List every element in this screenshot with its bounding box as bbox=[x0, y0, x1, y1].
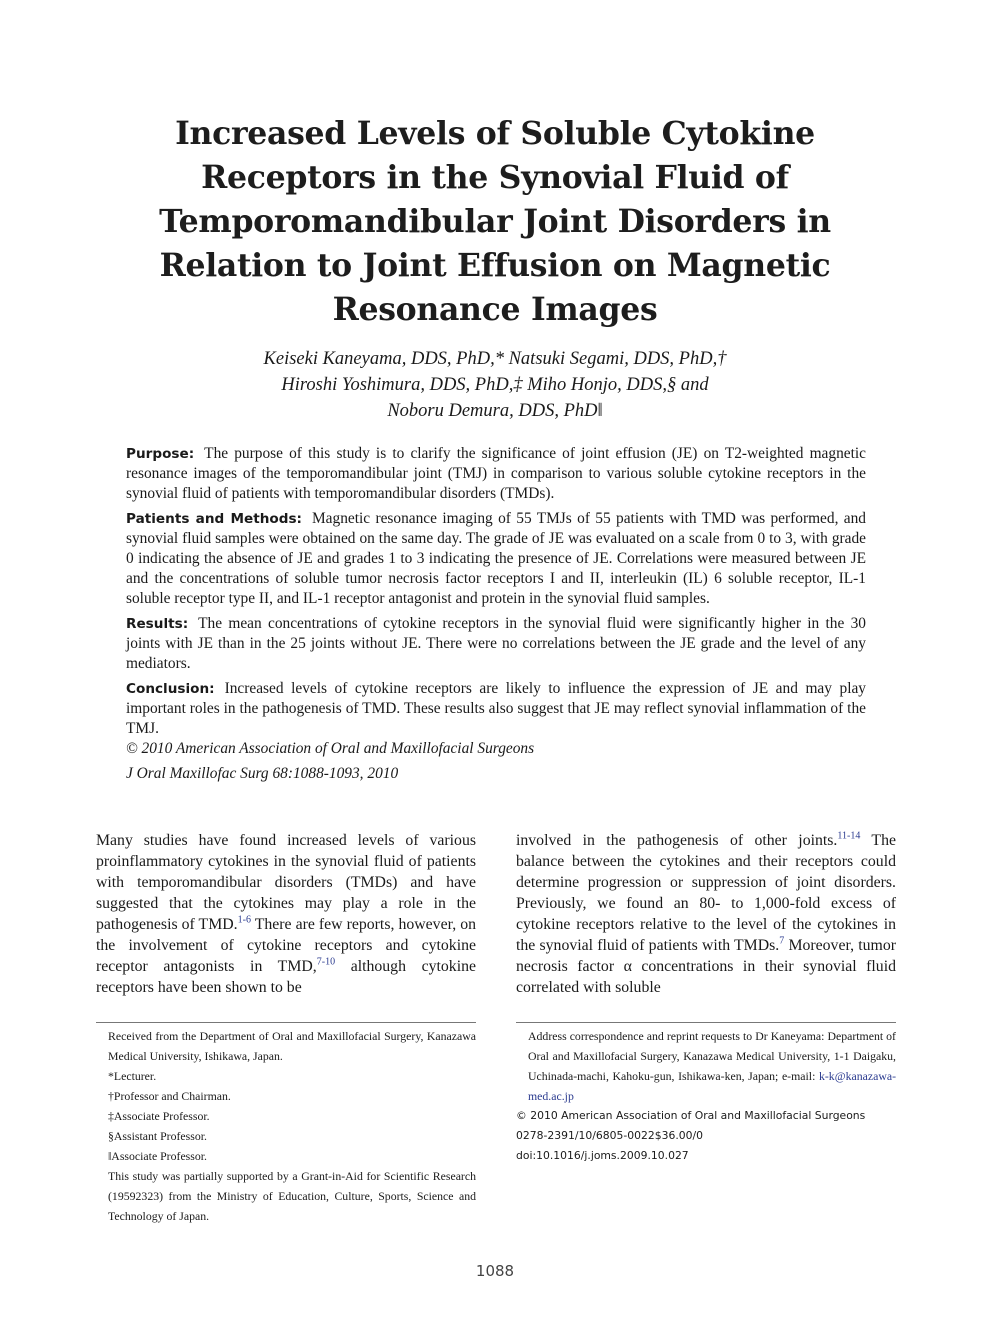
reference-link[interactable]: 1-6 bbox=[237, 914, 251, 926]
author-line: Hiroshi Yoshimura, DDS, PhD,‡ Miho Honjo, DDS,§ and bbox=[281, 375, 709, 395]
author-line: Keiseki Kaneyama, DDS, PhD,* Natsuki Segami, DDS, PhD,† bbox=[263, 349, 727, 369]
footnote-copyright: © 2010 American Association of Oral and Maxillofacial Surgeons bbox=[516, 1109, 866, 1122]
body-text: There are few reports, however, on the involvement of cytokine receptors and cytokine receptor antagonists in TMD, bbox=[96, 916, 476, 975]
author-list bbox=[100, 346, 890, 424]
reference-link[interactable]: 7-10 bbox=[316, 956, 336, 968]
footnote-issn: 0278-2391/10/6805-0022$36.00/0 bbox=[516, 1129, 704, 1142]
address-text: Address correspondence and reprint requests to Dr Kaneyama: Department of Oral and Maxillofacial Surgery, Kanazawa Medical University, 1-1 Daigaku, Uchinada-machi, Kahoku-gun, Ishikawa-ken, Japan; e-mail: bbox=[528, 1029, 896, 1083]
body-text: Moreover, tumor necrosis factor α concentrations in their synovial fluid correlated with soluble bbox=[516, 937, 896, 996]
title-line: Receptors in the Synovial Fluid of bbox=[201, 159, 789, 196]
article-title bbox=[100, 112, 890, 332]
body-text: although cytokine receptors have been shown to be bbox=[96, 958, 476, 996]
footnotes-left bbox=[96, 1026, 476, 1226]
purpose-text: The purpose of this study is to clarify the significance of joint effusion (JE) on T2-weighted magnetic resonance images of the temporomandibular joint (TMJ) in comparison to various soluble cytokine receptors in the synovial fluid of patients with temporomandibular disorders (TMDs). bbox=[126, 445, 866, 502]
abstract-results bbox=[126, 614, 866, 674]
title-line: Temporomandibular Joint Disorders in bbox=[159, 203, 831, 240]
abstract-methods bbox=[126, 509, 866, 609]
footnote-author-role: †Professor and Chairman. bbox=[108, 1089, 231, 1103]
title-line: Increased Levels of Soluble Cytokine bbox=[175, 115, 815, 152]
purpose-label: Purpose: bbox=[126, 446, 195, 462]
reference-link[interactable]: 7 bbox=[779, 935, 785, 947]
body-text: The balance between the cytokines and their receptors could determine progression or suppression of joint disorders. Previously, we found an 80- to 1,000-fold excess of cytokine receptors relative to the level of the cytokines in the synovial fluid of patients with TMDs. bbox=[516, 832, 896, 954]
abstract-conclusion bbox=[126, 679, 866, 739]
email-link[interactable]: k-k@kanazawa-med.ac.jp bbox=[528, 1069, 896, 1103]
footnotes-right bbox=[516, 1026, 896, 1166]
methods-label: Patients and Methods: bbox=[126, 511, 302, 527]
body-text: Many studies have found increased levels of various proinflammatory cytokines in the synovial fluid of patients with temporomandibular disorders (TMDs) and have suggested that the cytokines may play a role in the pathogenesis of TMD. bbox=[96, 832, 476, 933]
abstract-purpose bbox=[126, 444, 866, 504]
footnote-author-role: §Assistant Professor. bbox=[108, 1129, 207, 1143]
footnote-divider bbox=[516, 1022, 896, 1023]
body-text: involved in the pathogenesis of other joints. bbox=[516, 832, 838, 849]
footnote-divider bbox=[96, 1022, 476, 1023]
abstract-copyright: © 2010 American Association of Oral and Maxillofacial Surgeons bbox=[126, 740, 535, 757]
body-column-right bbox=[516, 830, 896, 998]
results-text: The mean concentrations of cytokine receptors in the synovial fluid were significantly higher in the 30 joints with JE than in the 25 joints without JE. There were no correlations between the JE grade and the level of any mediators. bbox=[126, 615, 866, 672]
conclusion-text: Increased levels of cytokine receptors are likely to influence the expression of JE and may play important roles in the pathogenesis of TMD. These results also suggest that JE may reflect synovial inflammation of the TMJ. bbox=[126, 680, 866, 737]
footnote-funding: This study was partially supported by a Grant-in-Aid for Scientific Research (19592323) from the Ministry of Education, Culture, Sports, Science and Technology of Japan. bbox=[108, 1169, 476, 1223]
footnote-author-role: ‖Associate Professor. bbox=[108, 1149, 207, 1163]
footnote-author-role: ‡Associate Professor. bbox=[108, 1109, 210, 1123]
conclusion-label: Conclusion: bbox=[126, 681, 215, 697]
footnote-address bbox=[516, 1026, 896, 1106]
title-line: Relation to Joint Effusion on Magnetic bbox=[159, 247, 831, 284]
page-number: 1088 bbox=[475, 1262, 515, 1280]
footnote-affiliation: Received from the Department of Oral and Maxillofacial Surgery, Kanazawa Medical University, Ishikawa, Japan. bbox=[108, 1029, 476, 1063]
footnote-doi: doi:10.1016/j.joms.2009.10.027 bbox=[516, 1149, 689, 1162]
reference-link[interactable]: 11-14 bbox=[837, 830, 861, 842]
results-label: Results: bbox=[126, 616, 189, 632]
title-line: Resonance Images bbox=[332, 291, 658, 328]
methods-text: Magnetic resonance imaging of 55 TMJs of 55 patients with TMD was performed, and synovial fluid samples were obtained on the same day. The grade of JE was evaluated on a scale from 0 to 3, with grade 0 indicating the absence of JE and grades 1 to 3 indicating the presence of JE. Correlations were measured between JE and the concentrations of soluble tumor necrosis factor receptors I and II, interleukin (IL) 6 soluble receptor, IL-1 soluble receptor type II, and IL-1 receptor antagonist and protein in the synovial fluid samples. bbox=[126, 510, 866, 607]
body-column-left bbox=[96, 830, 476, 998]
author-line: Noboru Demura, DDS, PhD‖ bbox=[387, 401, 603, 421]
footnote-author-role: *Lecturer. bbox=[108, 1069, 157, 1083]
abstract-citation: J Oral Maxillofac Surg 68:1088-1093, 2010 bbox=[126, 765, 399, 782]
abstract bbox=[126, 444, 866, 789]
